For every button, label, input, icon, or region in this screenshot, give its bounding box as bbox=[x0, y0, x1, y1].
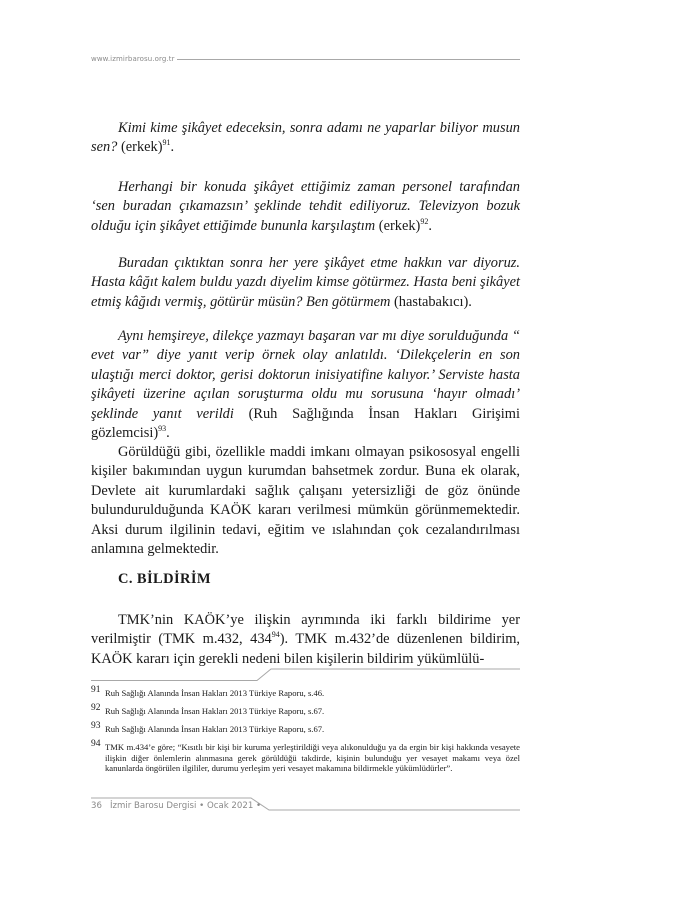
footnote-92 bbox=[91, 703, 520, 717]
quote-paragraph-1 bbox=[91, 119, 520, 158]
footnote-91 bbox=[91, 685, 520, 699]
footnote-text: Ruh Sağlığı Alanında İnsan Hakları 2013 Türkiye Raporu, s.67. bbox=[105, 724, 325, 734]
quote-text: Aynı hemşireye, dilekçe yazmayı başaran var mı diye sorulduğunda “ evet var” diye yanıt verip örnek olay anlatıldı. ‘Dilekçelerin en son ulaştığı merci doktor, gerisi doktorun inisiyatifine kalıyor.’ Serviste hasta şikâyeti üzerine açılan soruşturma oldu mu sorusuna ‘hayır olmadı’ şeklinde yanıt verildi bbox=[91, 328, 520, 422]
punctuation: . bbox=[170, 139, 175, 156]
footnote-text: Ruh Sağlığı Alanında İnsan Hakları 2013 Türkiye Raporu, s.46. bbox=[105, 688, 325, 698]
punctuation: . bbox=[166, 425, 170, 442]
punctuation: . bbox=[428, 217, 432, 234]
quote-text: Herhangi bir konuda şikâyet ettiğimiz zaman personel tarafından ‘sen buradan çıkamazsın’ şeklinde tehdit ediliyoruz. Televizyon bozuk olduğu için şikâyet ettiğimde bununla karşılaştım bbox=[91, 179, 520, 234]
speaker-label: (hastabakıcı). bbox=[390, 293, 472, 310]
header-rule bbox=[177, 59, 520, 60]
header-url: www.izmirbarosu.org.tr bbox=[91, 55, 175, 63]
paragraph-text: Görüldüğü gibi, özellikle maddi imkanı olmayan psikososyal engelli kişiler bakımından uygun kurumdan bahsetmek zordur. Buna ek olarak, Devlete ait kurumlardaki sağlık çalışanı yetersizliği de göz önünde bulundurulduğunda KAÖK kararı verilmesi mümkün görünmemektedir. Aksi durum ilgilinin tedavi, eğitim ve ıslahından çok cezalandırılması anlamına gelmektedir. bbox=[91, 444, 520, 558]
page-number: 36 bbox=[91, 801, 102, 811]
footer-text bbox=[91, 801, 261, 811]
footnote-ref-94[interactable]: 94 bbox=[271, 630, 280, 640]
running-footer bbox=[91, 797, 520, 813]
paragraph-text: TMK’nin KAÖK’ye ilişkin ayrımında iki farklı bildirime yer verilmiştir (TMK m.432, 434 bbox=[91, 612, 520, 648]
quote-text: Kimi kime şikâyet edeceksin, sonra adamı ne yaparlar biliyor musun sen? bbox=[91, 120, 520, 156]
speaker-label: (Ruh Sağlığında İnsan Hakları Girişimi gözlemcisi) bbox=[91, 405, 520, 442]
footnote-number: 92 bbox=[91, 703, 101, 713]
paragraph-text: ). TMK m.432’de düzenlenen bildirim, KAÖK kararı için gerekli nedeni bilen kişilerin bildirim yükümlülü- bbox=[91, 631, 521, 667]
footnote-separator bbox=[91, 668, 520, 682]
footnote-number: 93 bbox=[91, 721, 101, 731]
footnotes bbox=[91, 685, 520, 781]
quote-text: Buradan çıktıktan sonra her yere şikâyet etme hakkın var diyoruz. Hasta kâğıt kalem buldu yazdı diyelim kimse götürmez. Hasta beni şikâyet etmiş kâğıdı vermiş, götürür müsün? Ben götürmem bbox=[91, 255, 520, 310]
footnote-text: Ruh Sağlığı Alanında İnsan Hakları 2013 Türkiye Raporu, s.67. bbox=[105, 706, 325, 716]
body-paragraph-analysis bbox=[91, 443, 520, 559]
running-header bbox=[91, 53, 520, 65]
footnote-94 bbox=[91, 739, 520, 774]
section-heading: C. BİLDİRİM bbox=[118, 571, 212, 587]
quote-paragraph-2 bbox=[91, 178, 520, 236]
footnote-ref-91[interactable]: 91 bbox=[162, 138, 171, 148]
quote-paragraph-3 bbox=[91, 254, 520, 312]
footnote-93 bbox=[91, 721, 520, 735]
quote-paragraph-4 bbox=[91, 327, 520, 443]
speaker-label: (erkek) bbox=[117, 139, 163, 156]
footnote-ref-92[interactable]: 92 bbox=[420, 216, 429, 226]
footnote-text: TMK m.434’e göre; “Kısıtlı bir kişi bir kuruma yerleştirildiği veya alıkonulduğu ya da ergin bir kişi hakkında vesayete ilişkin diğer önlemlerin alınmasına gerek görüldüğü takdirde, kişinin bulunduğu yer vesayet makamı veya özel kanunlarda öngörülen ilgililer, durumu yerleşim yeri vesayet makamına bildirmekle yükümlüdürler”. bbox=[105, 742, 520, 774]
footnote-ref-93[interactable]: 93 bbox=[158, 424, 167, 434]
speaker-label: (erkek) bbox=[375, 217, 421, 234]
journal-name: İzmir Barosu Dergisi • Ocak 2021 • bbox=[109, 801, 262, 811]
footnote-number: 94 bbox=[91, 739, 101, 749]
footnote-number: 91 bbox=[91, 685, 101, 695]
body-paragraph-notification bbox=[91, 611, 520, 669]
